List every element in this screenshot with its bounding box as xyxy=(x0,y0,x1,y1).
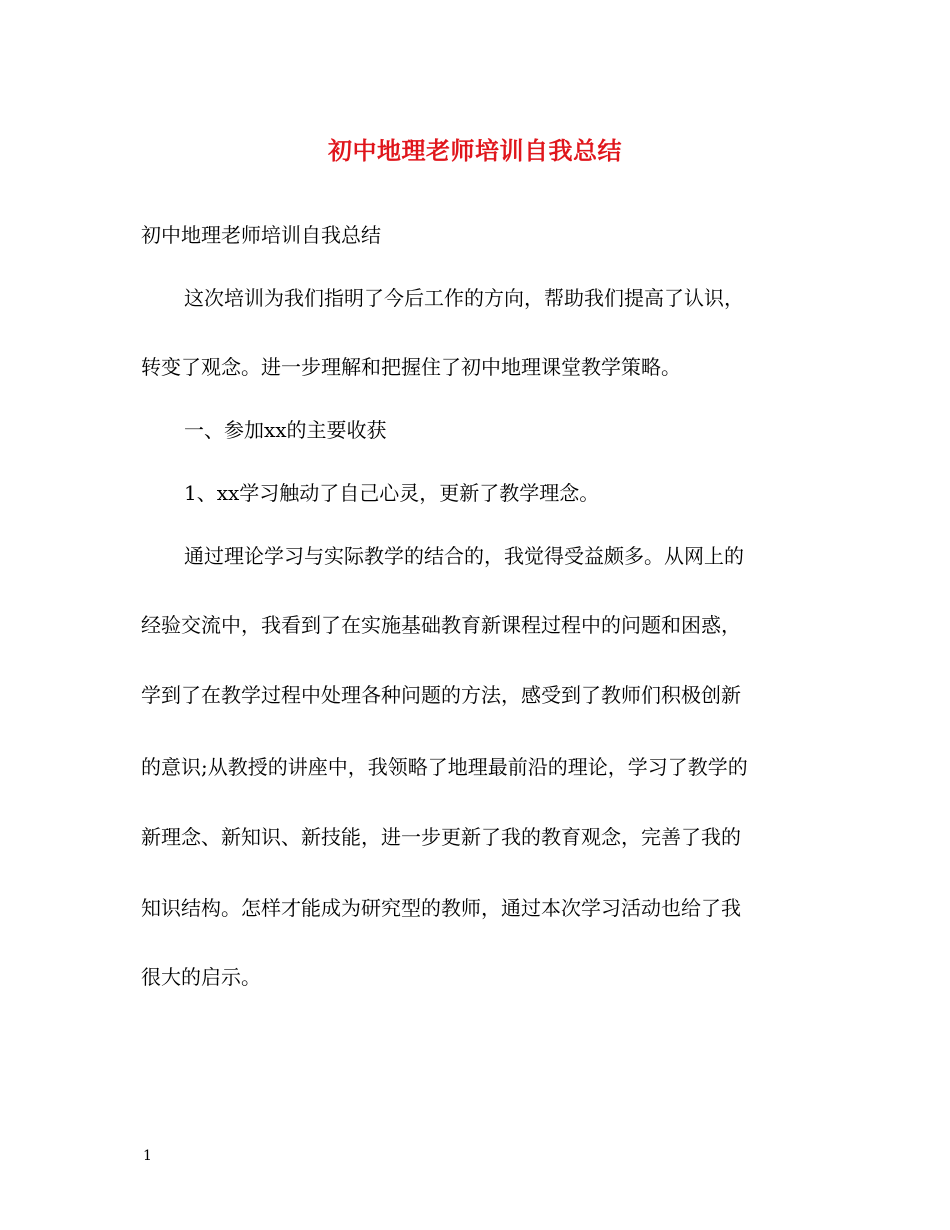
paragraph-line: 这次培训为我们指明了今后工作的方向，帮助我们提高了认识， xyxy=(184,286,744,310)
page-number: 1 xyxy=(143,1148,152,1164)
subsection-heading: 1、xx学习触动了自己心灵，更新了教学理念。 xyxy=(184,481,600,505)
paragraph-line: 经验交流中，我看到了在实施基础教育新课程过程中的问题和困惑， xyxy=(141,613,741,637)
paragraph-line: 转变了观念。进一步理解和把握住了初中地理课堂教学策略。 xyxy=(141,355,681,379)
section-heading: 一、参加xx的主要收获 xyxy=(184,418,387,442)
paragraph-line: 的意识;从教授的讲座中，我领略了地理最前沿的理论，学习了教学的 xyxy=(141,755,748,779)
document-subtitle: 初中地理老师培训自我总结 xyxy=(141,223,381,247)
document-title: 初中地理老师培训自我总结 xyxy=(328,136,622,165)
paragraph-line: 新理念、新知识、新技能，进一步更新了我的教育观念，完善了我的 xyxy=(141,825,741,849)
paragraph-line: 很大的启示。 xyxy=(141,965,261,989)
paragraph-line: 学到了在教学过程中处理各种问题的方法，感受到了教师们积极创新 xyxy=(141,683,741,707)
paragraph-line: 知识结构。怎样才能成为研究型的教师，通过本次学习活动也给了我 xyxy=(141,896,741,920)
paragraph-line: 通过理论学习与实际教学的结合的，我觉得受益颇多。从网上的 xyxy=(184,544,744,568)
